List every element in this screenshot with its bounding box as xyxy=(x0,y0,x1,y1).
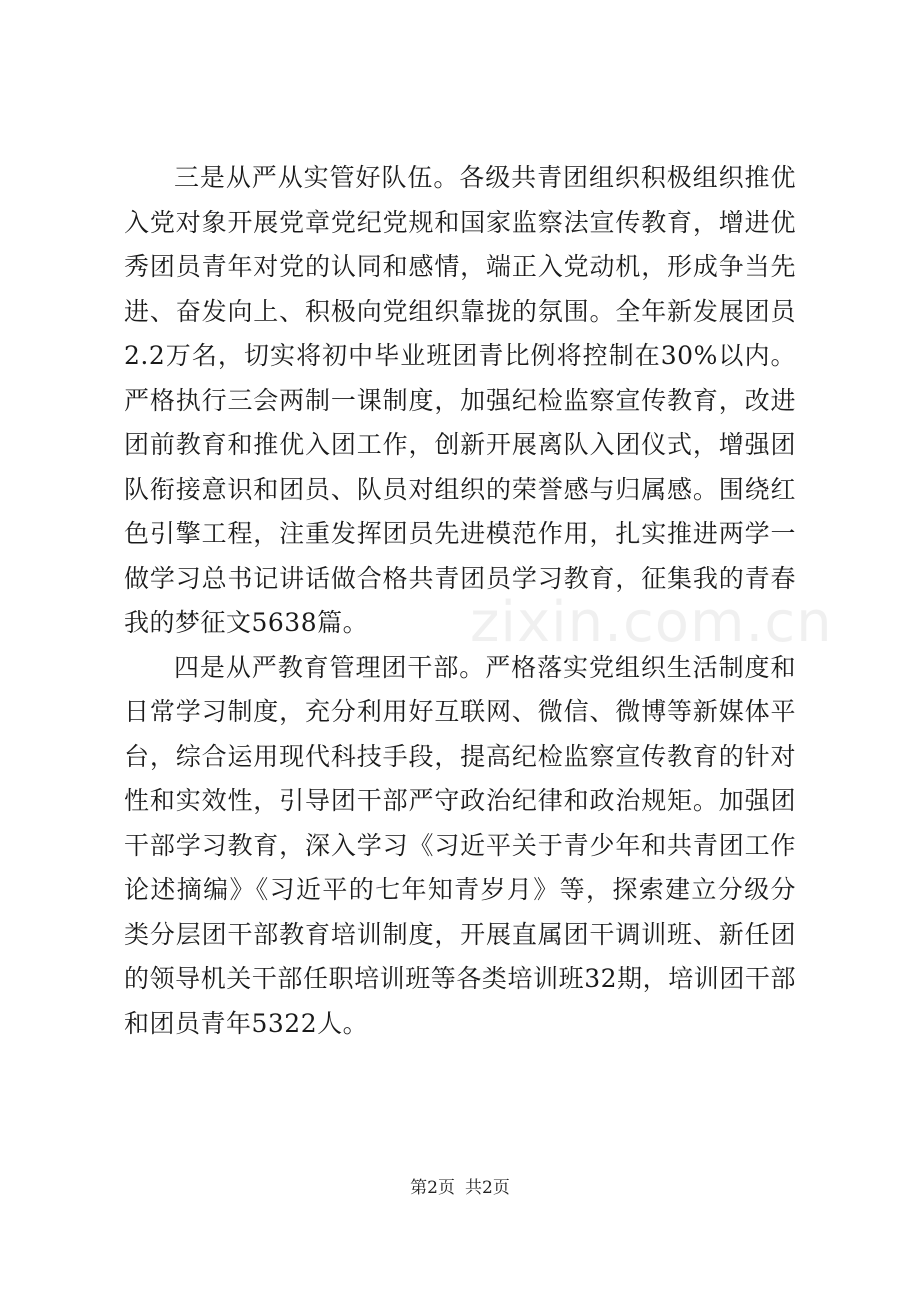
document-body xyxy=(124,156,796,1046)
page-number: 第2页 xyxy=(410,1178,455,1198)
page-total: 共2页 xyxy=(465,1178,510,1198)
page-footer xyxy=(0,1173,920,1198)
paragraph-cadre-education: 四是从严教育管理团干部。严格落实党组织生活制度和日常学习制度，充分利用好互联网、微信、微博等新媒体平台，综合运用现代科技手段，提高纪检监察宣传教育的针对性和实效性，引导团干部严守政治纪律和政治规矩。加强团干部学习教育，深入学习《习近平关于青少年和共青团工作论述摘编》《习近平的七年知青岁月》等，探索建立分级分类分层团干部教育培训制度，开展直属团干调训班、新任团的领导机关干部任职培训班等各类培训班32期，培训团干部和团员青年5322人。 xyxy=(124,652,796,1038)
paragraph-discipline-team: 三是从严从实管好队伍。各级共青团组织积极组织推优入党对象开展党章党纪党规和国家监察法宣传教育，增进优秀团员青年对党的认同和感情，端正入党动机，形成争当先进、奋发向上、积极向党组织靠拢的氛围。全年新发展团员2.2万名，切实将初中毕业班团青比例将控制在30%以内。严格执行三会两制一课制度，加强纪检监察宣传教育，改进团前教育和推优入团工作，创新开展离队入团仪式，增强团队衔接意识和团员、队员对组织的荣誉感与归属感。围绕红色引擎工程，注重发挥团员先进模范作用，扎实推进两学一做学习总书记讲话做合格共青团员学习教育，征集我的青春我的梦征文5638篇。 xyxy=(124,163,796,637)
watermark: zixin.com.cn xyxy=(470,590,833,655)
